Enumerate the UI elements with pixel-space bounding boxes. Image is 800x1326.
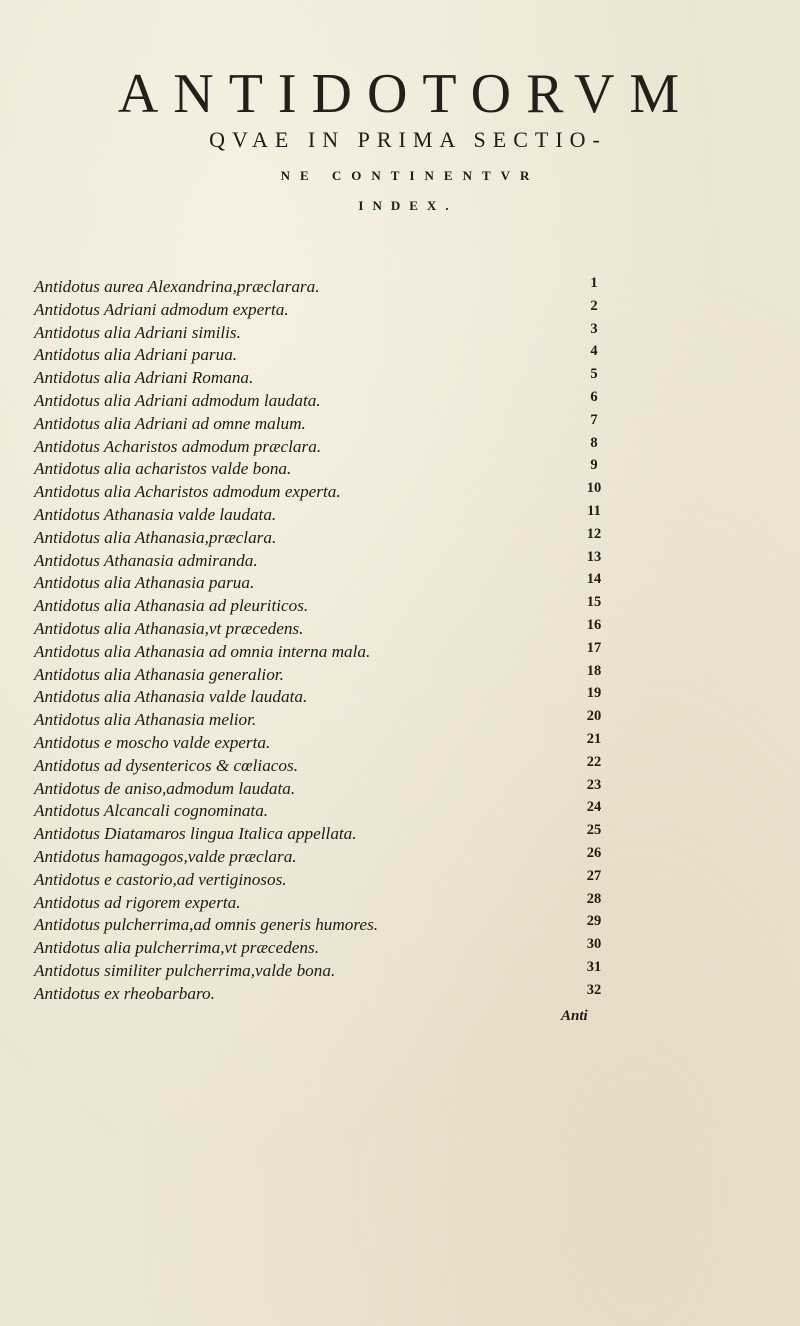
entry-title: Antidotus alia Adriani similis.: [34, 322, 241, 342]
index-entry: [34, 914, 774, 937]
entry-number: 1: [590, 275, 598, 291]
entry-number: 23: [586, 776, 602, 793]
subtitle-line-2: NE CONTINENTVR: [280, 168, 540, 183]
entry-number: 13: [586, 548, 602, 565]
index-entry: [34, 618, 774, 641]
entry-number: 2: [590, 297, 598, 314]
index-entry: [34, 823, 774, 846]
entry-title: Antidotus alia Athanasia valde laudata.: [34, 687, 308, 707]
index-entry: [34, 367, 774, 390]
index-entry: [34, 527, 774, 550]
entry-number: 27: [586, 867, 602, 884]
index-entry: [34, 481, 774, 504]
entry-number: 10: [586, 480, 602, 497]
entry-title: Antidotus alia Acharistos admodum experta.: [34, 482, 341, 502]
entry-number: 20: [586, 708, 602, 725]
entry-title: Antidotus pulcherrima,ad omnis generis humores.: [34, 915, 379, 935]
entry-title: Antidotus alia Adriani parua.: [34, 345, 238, 365]
index-entry: [34, 892, 774, 915]
index-entry: [34, 755, 774, 778]
entry-title: Antidotus alia Athanasia ad omnia interna mala.: [34, 641, 371, 661]
entry-number: 7: [590, 411, 598, 428]
entry-title: Antidotus alia Adriani admodum laudata.: [34, 390, 321, 410]
entry-title: Antidotus alia pulcherrima,vt præcedens.: [34, 938, 319, 958]
index-entry: [34, 344, 774, 367]
entry-number: 12: [586, 525, 602, 542]
index-entry: [34, 960, 774, 983]
entry-title: Antidotus alia acharistos valde bona.: [34, 459, 292, 479]
entry-number: 15: [586, 594, 602, 611]
entry-number: 18: [586, 662, 602, 679]
index-entry: [34, 436, 774, 459]
entry-title: Antidotus Acharistos admodum præclara.: [34, 436, 322, 456]
entry-title: Antidotus ad rigorem experta.: [34, 892, 241, 912]
entry-number: 17: [586, 639, 602, 656]
entry-title: Antidotus de aniso,admodum laudata.: [34, 778, 296, 798]
entry-number: 8: [590, 434, 598, 451]
index-entry: [34, 732, 774, 755]
index-entry: [34, 322, 774, 345]
index-entry: [34, 869, 774, 892]
entry-title: Antidotus alia Adriani Romana.: [34, 368, 254, 388]
entry-title: Antidotus alia Athanasia ad pleuriticos.: [34, 596, 309, 616]
entry-number: 28: [586, 890, 602, 907]
index-entry: [34, 390, 774, 413]
index-entry: [34, 800, 774, 823]
entry-title: Antidotus e castorio,ad vertiginosos.: [34, 869, 287, 889]
entry-number: 14: [586, 571, 602, 588]
entry-title: Antidotus Athanasia valde laudata.: [34, 504, 277, 524]
entry-title: Antidotus ad dysentericos & cœliacos.: [34, 755, 298, 775]
entry-number: 19: [586, 685, 602, 702]
entry-number: 25: [586, 822, 602, 839]
index-list: [34, 276, 774, 1006]
index-entry: [34, 504, 774, 527]
index-entry: [34, 664, 774, 687]
entry-title: Antidotus e moscho valde experta.: [34, 732, 271, 752]
index-entry: [34, 983, 774, 1006]
entry-title: Antidotus aurea Alexandrina,præclarara.: [34, 277, 320, 296]
index-entry: [34, 641, 774, 664]
entry-number: 32: [586, 981, 602, 998]
subtitle-line-3: INDEX.: [358, 198, 458, 213]
entry-title: Antidotus alia Athanasia melior.: [34, 710, 257, 730]
entry-number: 26: [586, 844, 602, 861]
subtitle-line-1: QVAE IN PRIMA SECTIO-: [209, 127, 607, 152]
entry-number: 3: [590, 320, 598, 337]
index-entry: [34, 937, 774, 960]
entry-number: 11: [587, 502, 601, 519]
page-title: ANTIDOTORVM: [117, 63, 695, 125]
entry-title: Antidotus similiter pulcherrima,valde bona.: [34, 960, 336, 980]
entry-number: 24: [586, 799, 602, 816]
entry-number: 4: [590, 343, 598, 360]
entry-title: Antidotus hamagogos,valde præclara.: [34, 846, 297, 866]
entry-title: Antidotus Adriani admodum experta.: [34, 299, 289, 319]
index-entry: [34, 846, 774, 869]
entry-number: 29: [586, 913, 602, 930]
entry-number: 6: [590, 388, 598, 405]
entry-title: Antidotus alia Athanasia,præclara.: [34, 527, 277, 547]
entry-number: 31: [586, 958, 602, 975]
entry-title: Antidotus ex rheobarbaro.: [34, 983, 215, 1003]
entry-title: Antidotus Alcancali cognominata.: [34, 801, 269, 821]
entry-title: Antidotus alia Athanasia generalior.: [34, 664, 284, 684]
index-entry: [34, 686, 774, 709]
entry-title: Antidotus Diatamaros lingua Italica appellata.: [34, 824, 357, 844]
index-entry: [34, 572, 774, 595]
entry-number: 5: [590, 366, 598, 383]
entry-title: Antidotus alia Adriani ad omne malum.: [34, 413, 306, 433]
index-entry: [34, 413, 774, 436]
entry-number: 30: [586, 936, 602, 953]
entry-title: Antidotus Athanasia admiranda.: [34, 550, 258, 570]
index-entry: [34, 550, 774, 573]
index-entry: [34, 299, 774, 322]
entry-number: 21: [586, 730, 602, 747]
index-entry: [34, 276, 774, 299]
entry-number: 9: [590, 457, 598, 474]
entry-title: Antidotus alia Athanasia,vt præcedens.: [34, 618, 304, 638]
index-entry: [34, 458, 774, 481]
entry-number: 16: [586, 616, 602, 633]
index-entry: [34, 709, 774, 732]
catchword: Anti: [561, 1008, 588, 1024]
entry-title: Antidotus alia Athanasia parua.: [34, 573, 255, 593]
index-entry: [34, 778, 774, 801]
entry-number: 22: [586, 753, 602, 770]
index-entry: [34, 595, 774, 618]
